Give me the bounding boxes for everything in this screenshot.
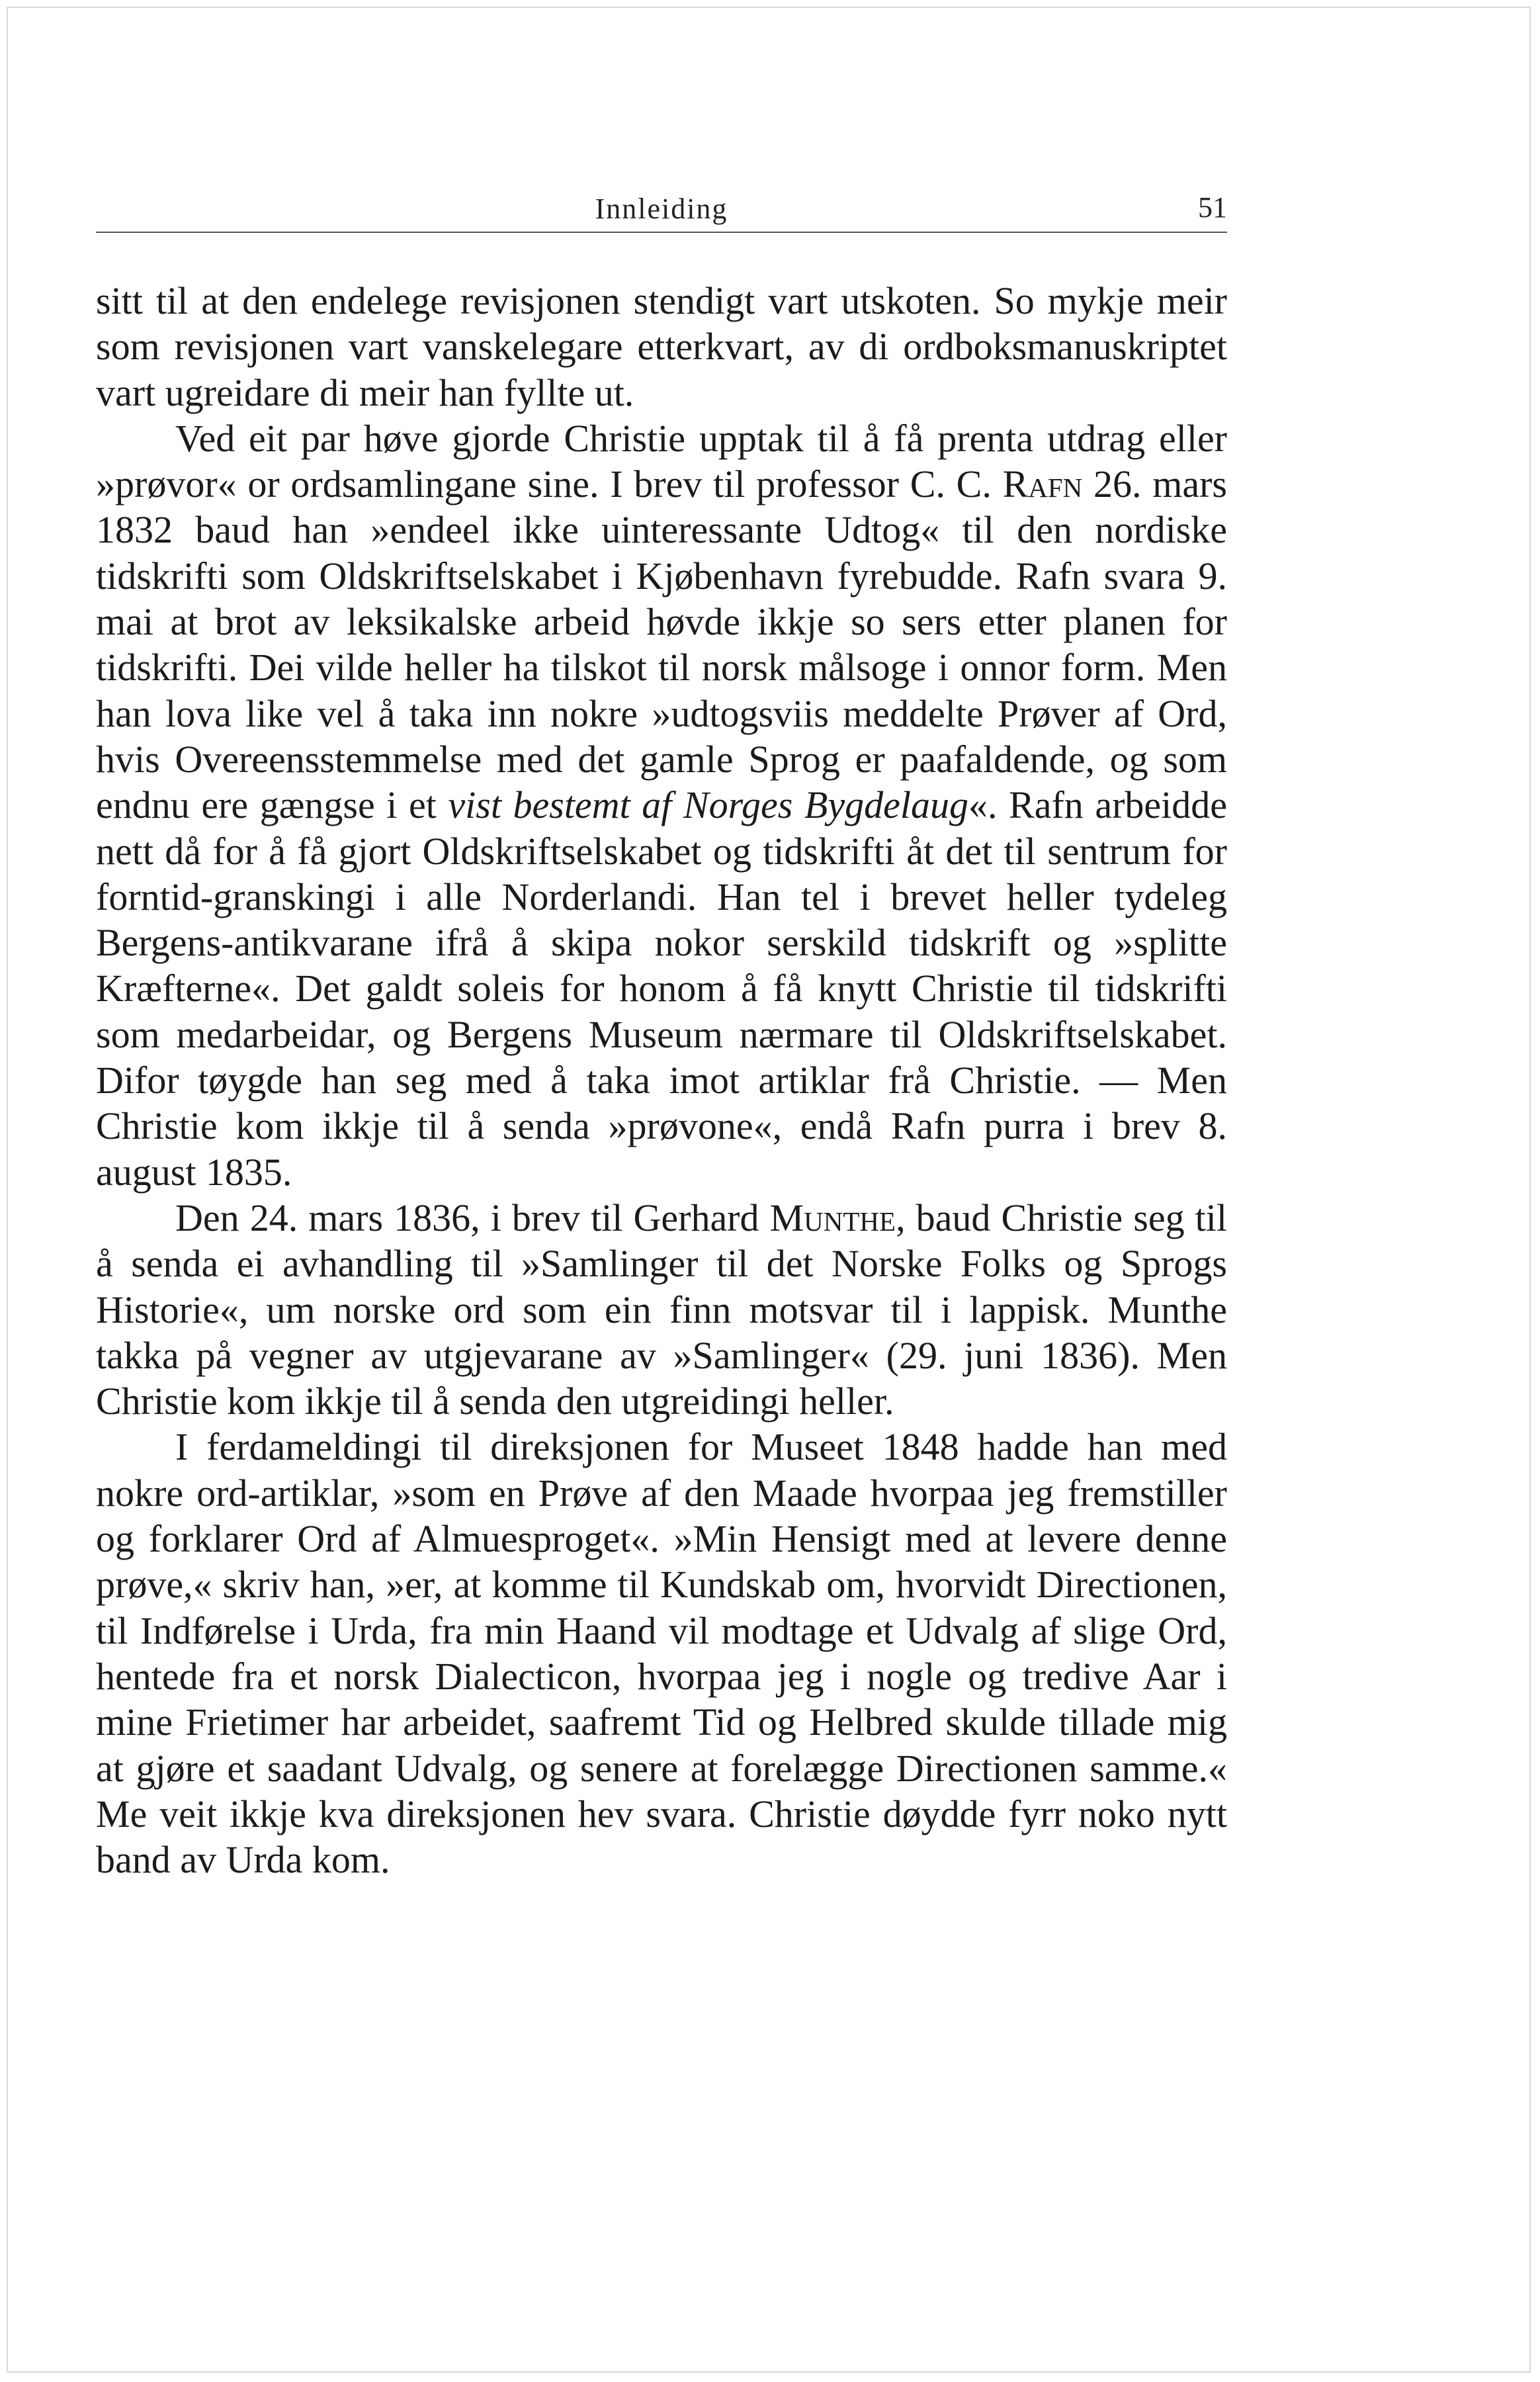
paragraph-2-text-2: 26. mars 1832 baud han »endeel ikke uinteressante Udtog« til den nordiske tidskrifti som Oldskriftselskabet i Kjøbenhavn fyrebudde. Rafn svara 9. mai at brot av leksikalske arbeid høvde ikkje so sers etter planen for tidskrifti. Dei vilde heller ha tilskot til norsk målsoge i onnor form. Men han lova like vel å taka inn nokre »udtogsviis meddelte Prøver af Ord, hvis Overeensstemmelse med det gamle Sprog er paafaldende, og som endnu ere gængse i et xyxy=(96,463,1228,827)
paragraph-3 xyxy=(96,1195,1227,1424)
author-name-rafn: Rafn xyxy=(1002,463,1083,506)
paragraph-4 xyxy=(96,1424,1227,1882)
body-text xyxy=(96,278,1227,1882)
paragraph-1-text-1: sitt til at den endelege revisjonen stendigt vart utskoten. So mykje meir som revisjonen vart vanskelegare etterkvart, av di ordboksmanuskriptet vart ugreidare di meir han fyllte ut. xyxy=(96,279,1227,414)
paragraph-2-text-3: «. Rafn arbeidde nett då for å få gjort Oldskriftselskabet og tidskrifti åt det til sentrum for forntid-granskingi i alle Norderlandi. Han tel i brevet heller tydeleg Bergens-antikvarane ifrå å skipa nokor serskild tidskrift og »splitte Kræfterne«. Det galdt soleis for honom å få knytt Christie til tidskrifti som medarbeidar, og Bergens Museum nærmare til Oldskriftselskabet. Difor tøygde han seg med å taka imot artiklar frå Christie. — Men Christie kom ikkje til å senda »prøvone«, endå Rafn purra i brev 8. august 1835. xyxy=(96,783,1228,1194)
author-name-munthe: Munthe xyxy=(769,1196,896,1239)
italic-quote: vist bestemt af Norges Bygdelaug xyxy=(448,783,968,827)
paragraph-2-text-1: Ved eit par høve gjorde Christie upptak til å få prenta utdrag eller »prøvor« or ordsamlingane sine. I brev til professor C. C. xyxy=(96,416,1227,506)
page-number: 51 xyxy=(1198,191,1227,224)
paragraph-3-text-1: Den 24. mars 1836, i brev til Gerhard xyxy=(175,1196,770,1239)
paragraph-3-text-2: , baud Christie seg til å senda ei avhandling til »Samlinger til det Norske Folks og Sprogs Historie«, um norske ord som ein finn motsvar til i lappisk. Munthe takka på vegner av utgjevarane av »Samlinger« (29. juni 1836). Men Christie kom ikkje til å senda den utgreidingi heller. xyxy=(96,1196,1228,1423)
header-rule xyxy=(96,232,1227,233)
running-title: Innleiding xyxy=(595,193,728,225)
paragraph-4-text-1: I ferdameldingi til direksjonen for Museet 1848 hadde han med nokre ord-artiklar, »som en Prøve af den Maade hvorpaa jeg fremstiller og forklarer Ord af Almuesproget«. »Min Hensigt med at levere denne prøve,« skriv han, »er, at komme til Kundskab om, hvorvidt Directionen, til Indførelse i Urda, fra min Haand vil modtage et Udvalg af slige Ord, hentede fra et norsk Dialecticon, hvorpaa jeg i nogle og tredive Aar i mine Frietimer har arbeidet, saafremt Tid og Helbred skulde tillade mig at gjøre et saadant Udvalg, og senere at forelægge Directionen samme.« Me veit ikkje kva direksjonen hev svara. Christie døydde fyrr noko nytt band av Urda kom. xyxy=(96,1425,1227,1882)
paragraph-1 xyxy=(96,278,1227,416)
running-head xyxy=(96,192,1227,232)
paragraph-2 xyxy=(96,416,1227,1195)
